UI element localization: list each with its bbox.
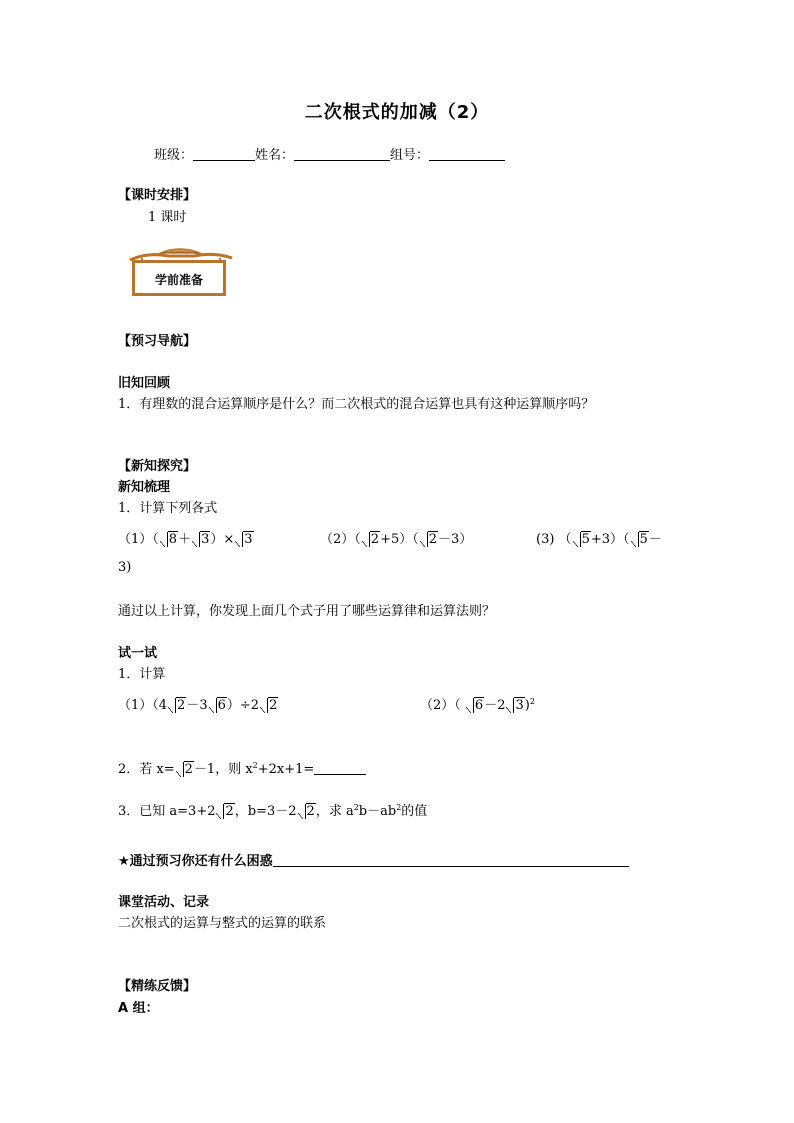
preview-subheading: 旧知回顾 xyxy=(118,376,171,391)
group-blank[interactable] xyxy=(429,147,505,161)
explore-expr-3: (3) （ 5+3）（ 5－ xyxy=(536,532,662,547)
try-expr-1: （1）（4 2－3 6）÷2 2 xyxy=(118,698,278,713)
try-q2-tail: +2x+1= xyxy=(257,762,315,777)
doubt-label: ★通过预习你还有什么困惑 xyxy=(118,854,273,869)
scroll-board-icon xyxy=(128,242,234,298)
banner-label: 学前准备 xyxy=(154,273,203,287)
try-q3-e: 的值 xyxy=(401,804,428,819)
header-fields xyxy=(154,144,505,163)
try-q2-mid: －1，则 x xyxy=(193,762,253,777)
try-question-2: 2．若 x= 2－1，则 $x^2+2x+1=$ xyxy=(118,758,366,777)
try-q2-prefix: 2．若 x= xyxy=(118,762,175,777)
class-label: 班级： xyxy=(154,148,194,163)
try-q3-a: 3．已知 a=3+2 xyxy=(118,804,216,819)
schedule-value: 1 课时 xyxy=(148,210,187,225)
try-expr-2: （2）（ 6－2 3)$^2$ xyxy=(420,697,535,713)
try-heading: 试一试 xyxy=(118,646,158,661)
banner-board xyxy=(132,260,226,296)
name-blank[interactable] xyxy=(294,147,390,161)
schedule-heading: 【课时安排】 xyxy=(118,188,197,203)
try-q3-b: ，b=3－2 xyxy=(234,804,297,819)
try-q3-c: ，求 a xyxy=(315,804,354,819)
activity-text: 二次根式的运算与整式的运算的联系 xyxy=(118,916,327,931)
try-question-3: 3．已知 a=3+2 2，b=3－2 2，求 $a^2b-ab^2$的值 xyxy=(118,803,428,819)
doubt-blank[interactable] xyxy=(273,853,629,867)
feedback-group-a: A 组： xyxy=(118,1001,159,1016)
explore-question-1: 1．计算下列各式 xyxy=(118,501,218,516)
group-label: 组号： xyxy=(390,148,430,163)
explore-heading: 【新知探究】 xyxy=(118,459,197,474)
feedback-heading: 【精练反馈】 xyxy=(118,979,197,994)
page-title: 二次根式的加减（2） xyxy=(304,102,490,123)
class-blank[interactable] xyxy=(193,147,255,161)
name-label: 姓名： xyxy=(255,148,295,163)
explore-discovery-question: 通过以上计算，你发现上面几个式子用了哪些运算律和运算法则？ xyxy=(118,604,496,619)
answer-blank[interactable] xyxy=(314,761,366,775)
explore-subheading: 新知梳理 xyxy=(118,480,171,495)
activity-heading: 课堂活动、记录 xyxy=(118,895,210,910)
explore-expr-3-cont: 3) xyxy=(118,560,132,575)
preview-question-1: 1．有理数的混合运算顺序是什么？而二次根式的混合运算也具有这种运算顺序吗？ xyxy=(118,397,595,412)
try-q3-d: b－ab xyxy=(358,804,397,819)
doubt-row xyxy=(118,850,629,869)
preview-heading: 【预习导航】 xyxy=(118,334,197,349)
explore-expr-1: （1）（ 8＋ 3）× 3 xyxy=(118,532,253,547)
try-question-1: 1．计算 xyxy=(118,667,166,682)
explore-expr-2: （2）（ 2+5）（ 2－3） xyxy=(320,532,473,547)
